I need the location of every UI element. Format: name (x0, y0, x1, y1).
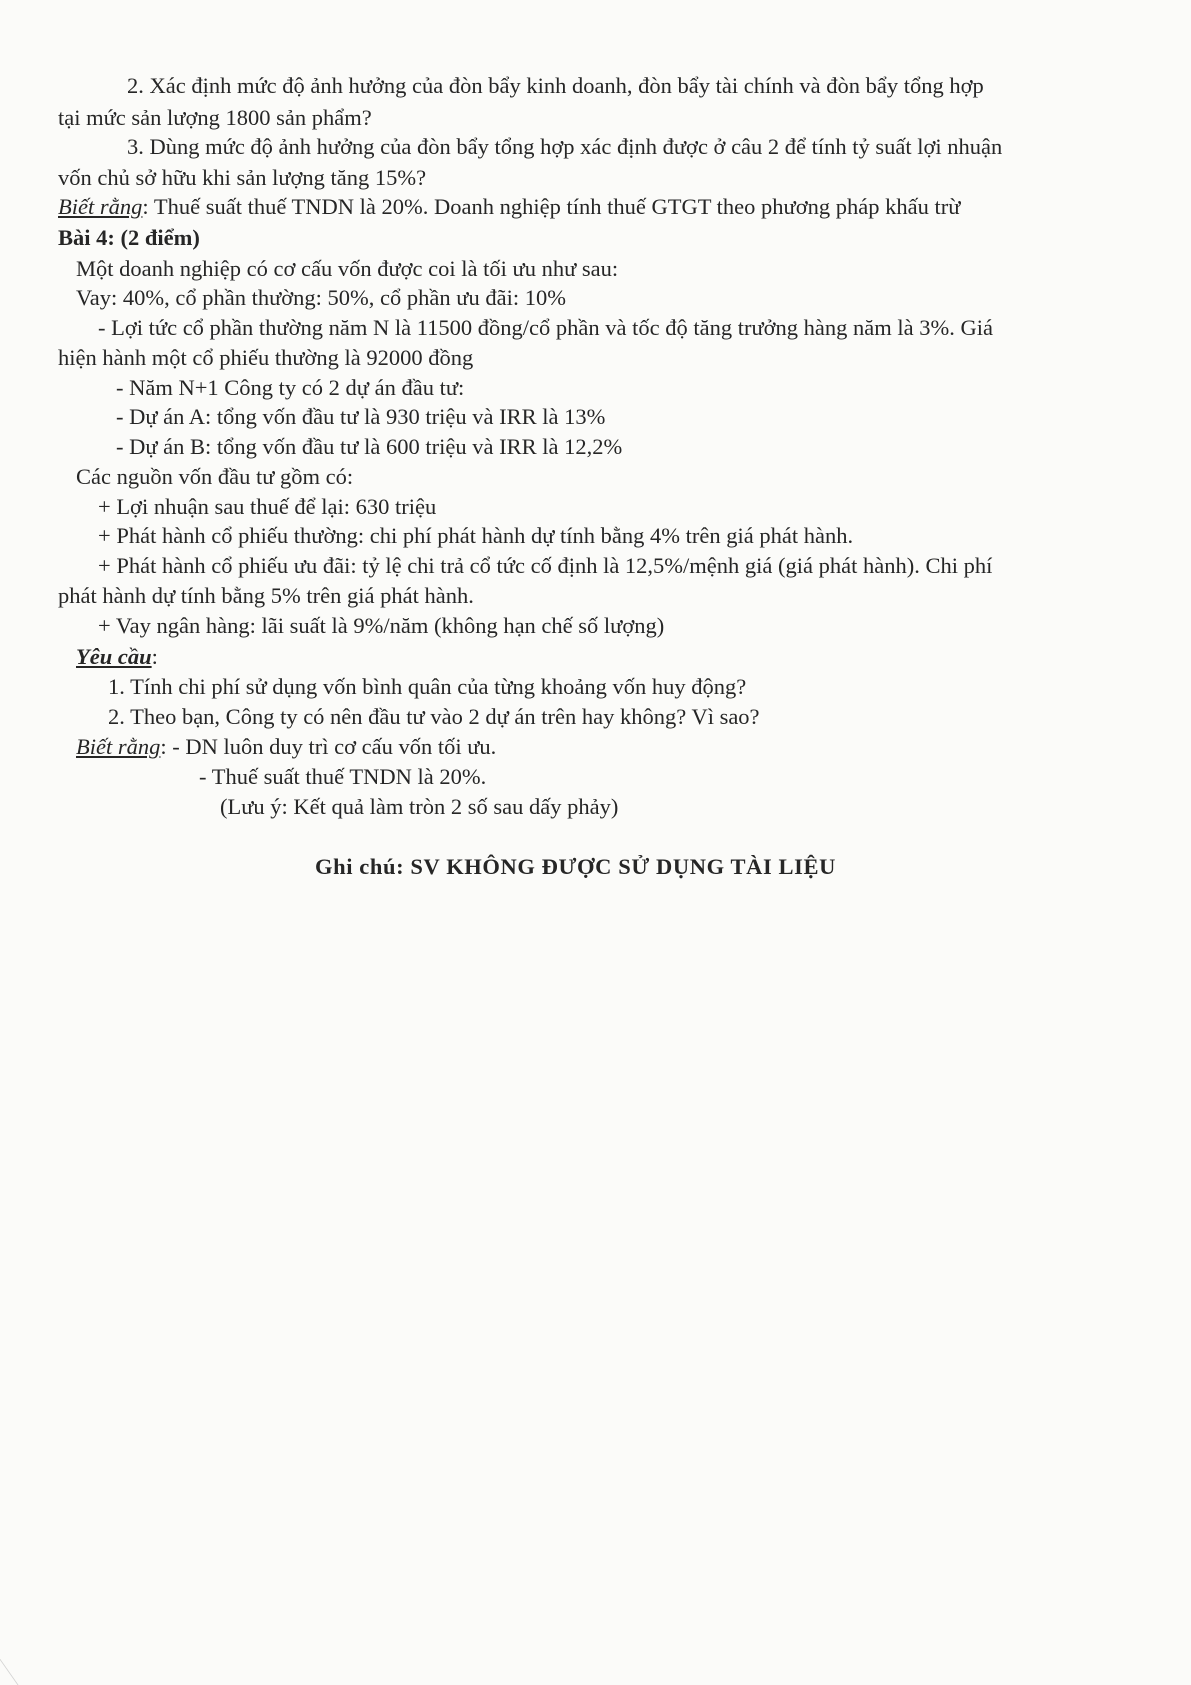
requirements-heading (76, 643, 158, 671)
question-2-line-2: tại mức sản lượng 1800 sản phẩm? (58, 105, 372, 130)
source-3-line-1: + Phát hành cổ phiếu ưu đãi: tỷ lệ chi trả cổ tức cố định là 12,5%/mệnh giá (giá phát hành). Chi phí (98, 553, 993, 578)
source-1: + Lợi nhuận sau thuế để lại: 630 triệu (98, 494, 437, 519)
requirements-label: Yêu cầu (76, 644, 152, 669)
dividend-line-2: hiện hành một cổ phiếu thường là 92000 đồng (58, 345, 474, 370)
sources-intro: Các nguồn vốn đầu tư gồm có: (76, 464, 354, 489)
source-4: + Vay ngân hàng: lãi suất là 9%/năm (không hạn chế số lượng) (98, 613, 665, 638)
project-b: - Dự án B: tổng vốn đầu tư là 600 triệu và IRR là 12,2% (116, 434, 623, 459)
section-title-bai-4: Bài 4: (2 điểm) (58, 225, 200, 250)
dividend-line-1: - Lợi tức cổ phần thường năm N là 11500 đồng/cổ phần và tốc độ tăng trưởng hàng năm là 3%. Giá (98, 315, 993, 340)
requirements-colon: : (151, 644, 158, 669)
note-text: : Thuế suất thuế TNDN là 20%. Doanh nghiệp tính thuế GTGT theo phương pháp khấu trừ (142, 194, 961, 219)
source-2: + Phát hành cổ phiếu thường: chi phí phát hành dự tính bằng 4% trên giá phát hành. (98, 523, 854, 548)
note-bai4-line-3: (Lưu ý: Kết quả làm tròn 2 số sau dấy phảy) (220, 794, 619, 819)
note-bai4 (76, 733, 496, 761)
capital-structure: Vay: 40%, cổ phần thường: 50%, cổ phần ưu đãi: 10% (76, 285, 566, 310)
scan-edge-mark (0, 1635, 59, 1685)
note-bai3 (58, 193, 960, 221)
requirement-2: 2. Theo bạn, Công ty có nên đầu tư vào 2 dự án trên hay không? Vì sao? (108, 704, 760, 729)
note-bai4-label: Biết rằng (76, 734, 161, 759)
project-a: - Dự án A: tổng vốn đầu tư là 930 triệu và IRR là 13% (116, 404, 606, 429)
intro-text: Một doanh nghiệp có cơ cấu vốn được coi là tối ưu như sau: (76, 256, 619, 281)
note-bai4-line-2: - Thuế suất thuế TNDN là 20%. (199, 764, 487, 789)
note-bai4-text: : - DN luôn duy trì cơ cấu vốn tối ưu. (160, 734, 497, 759)
question-3-line-2: vốn chủ sở hữu khi sản lượng tăng 15%? (58, 165, 427, 190)
question-2-line-1: 2. Xác định mức độ ảnh hưởng của đòn bẩy kinh doanh, đòn bẩy tài chính và đòn bẩy tổng hợp (127, 73, 984, 98)
source-3-line-2: phát hành dự tính bằng 5% trên giá phát hành. (58, 583, 474, 608)
footer-note: Ghi chú: SV KHÔNG ĐƯỢC SỬ DỤNG TÀI LIỆU (315, 854, 836, 879)
note-label: Biết rằng (58, 194, 143, 219)
requirement-1: 1. Tính chi phí sử dụng vốn bình quân của từng khoảng vốn huy động? (108, 674, 747, 699)
question-3-line-1: 3. Dùng mức độ ảnh hưởng của đòn bẩy tổng hợp xác định được ở câu 2 để tính tỷ suất lợi nhuận (127, 134, 1003, 159)
projects-intro: - Năm N+1 Công ty có 2 dự án đầu tư: (116, 375, 465, 400)
